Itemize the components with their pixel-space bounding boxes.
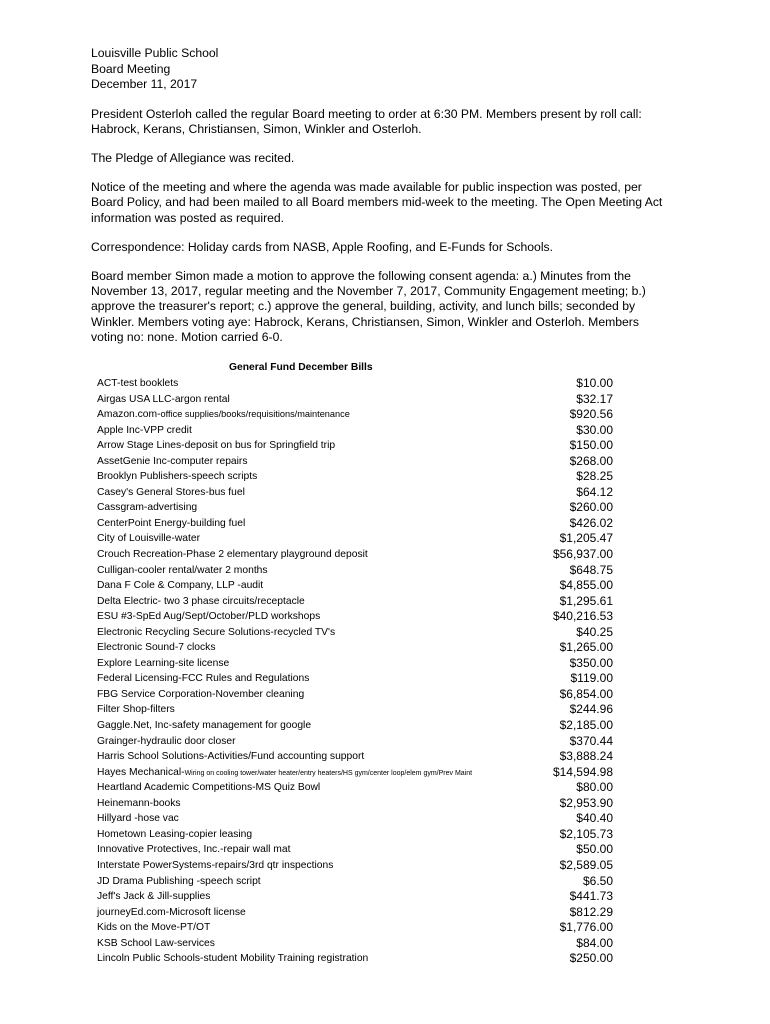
vendor-cell	[97, 407, 350, 423]
amount-cell: $350.00	[569, 655, 613, 670]
vendor-cell	[97, 718, 311, 734]
vendor-name: KSB School Law-services	[97, 937, 215, 949]
table-row	[97, 889, 613, 905]
table-row	[97, 376, 613, 392]
table-row	[97, 796, 613, 812]
vendor-cell	[97, 671, 309, 687]
vendor-name: Electronic Sound-7 clocks	[97, 642, 216, 654]
amount-cell: $56,937.00	[552, 547, 613, 562]
table-row	[97, 702, 613, 718]
document-body	[91, 46, 671, 345]
amount-cell: $6.50	[582, 873, 613, 888]
amount-cell: $64.12	[576, 484, 613, 499]
vendor-cell	[97, 640, 215, 656]
vendor-name: JD Drama Publishing -speech script	[97, 875, 261, 887]
vendor-name: CenterPoint Energy-building fuel	[97, 517, 246, 529]
table-row	[97, 485, 613, 501]
vendor-cell	[97, 702, 175, 718]
vendor-name: Brooklyn Publishers-speech scripts	[97, 471, 258, 483]
table-row	[97, 920, 613, 936]
paragraph-pledge: The Pledge of Allegiance was recited.	[91, 150, 295, 165]
table-row	[97, 578, 613, 594]
amount-cell: $2,589.05	[559, 857, 613, 872]
vendor-cell	[97, 500, 197, 516]
paragraph-consent-agenda: Board member Simon made a motion to approve the following consent agenda: a.) Minutes from the November 13, 2017, regular meeting and the November 7, 2017, Community Engagement meeting; b.) approve the treasurer's report; c.) approve the general, building, activity, and lunch bills; seconded by Winkler. Members voting aye: Habrock, Kerans, Christiansen, Simon, Winkler and Osterloh. Members voting no: none. Motion carried 6-0.	[91, 268, 646, 344]
amount-cell: $4,855.00	[559, 578, 613, 593]
vendor-name: Culligan-cooler rental/water 2 months	[97, 564, 268, 576]
amount-cell: $1,205.47	[559, 531, 613, 546]
amount-cell: $812.29	[569, 904, 613, 919]
vendor-name: ESU #3-SpEd Aug/Sept/October/PLD workshops	[97, 611, 321, 623]
vendor-name: Amazon.com-	[97, 409, 161, 421]
table-row	[97, 469, 613, 485]
amount-cell: $6,854.00	[559, 686, 613, 701]
vendor-name: Federal Licensing-FCC Rules and Regulations	[97, 673, 310, 685]
vendor-cell	[97, 765, 472, 782]
vendor-cell	[97, 438, 335, 454]
amount-cell: $40.25	[576, 624, 613, 639]
vendor-cell	[97, 874, 261, 890]
vendor-name: FBG Service Corporation-November cleaning	[97, 688, 305, 700]
vendor-cell	[97, 780, 320, 796]
vendor-name: Casey's General Stores-bus fuel	[97, 486, 245, 498]
amount-cell: $260.00	[569, 500, 613, 515]
table-row	[97, 547, 613, 563]
vendor-name: Kids on the Move-PT/OT	[97, 922, 211, 934]
vendor-name: Grainger-hydraulic door closer	[97, 735, 236, 747]
paragraph-notice: Notice of the meeting and where the agenda was made available for public inspection was posted, per Board Policy, and had been mailed to all Board members mid-week to the meeting. The Open Meeting Act information was posted as required.	[91, 180, 663, 225]
amount-cell: $441.73	[569, 889, 613, 904]
vendor-cell	[97, 811, 179, 827]
vendor-name: City of Louisville-water	[97, 533, 201, 545]
bills-table	[97, 376, 613, 967]
vendor-cell	[97, 485, 245, 501]
amount-cell: $10.00	[576, 376, 613, 390]
vendor-name: Hillyard -hose vac	[97, 813, 179, 825]
amount-cell: $244.96	[569, 702, 613, 717]
table-row	[97, 765, 613, 781]
vendor-name: Arrow Stage Lines-deposit on bus for Springfield trip	[97, 440, 336, 452]
amount-cell: $1,295.61	[559, 593, 613, 608]
meeting-type: Board Meeting	[91, 61, 171, 76]
vendor-cell	[97, 578, 263, 594]
vendor-cell	[97, 920, 210, 936]
table-row	[97, 827, 613, 843]
vendor-name: Delta Electric- two 3 phase circuits/receptacle	[97, 595, 305, 607]
amount-cell: $920.56	[569, 407, 613, 422]
vendor-name: Filter Shop-filters	[97, 704, 175, 716]
doc-header	[91, 46, 671, 93]
table-row	[97, 454, 613, 470]
paragraph-call-to-order: President Osterloh called the regular Board meeting to order at 6:30 PM. Members present by roll call: Habrock, Kerans, Christiansen, Simon, Winkler and Osterloh.	[91, 106, 642, 136]
table-row	[97, 811, 613, 827]
vendor-cell	[97, 531, 200, 547]
amount-cell: $2,185.00	[559, 718, 613, 733]
table-row	[97, 874, 613, 890]
vendor-description: Wiring on cooling tower/water heater/entry heaters/HS gym/center loop/elem gym/Prev Maint	[184, 769, 473, 777]
vendor-name: Innovative Protectives, Inc.-repair wall mat	[97, 844, 291, 856]
table-row	[97, 438, 613, 454]
vendor-cell	[97, 516, 245, 532]
vendor-name: Crouch Recreation-Phase 2 elementary playground deposit	[97, 549, 368, 561]
vendor-name: Gaggle.Net, Inc-safety management for google	[97, 720, 312, 732]
table-row	[97, 609, 613, 625]
vendor-name: journeyEd.com-Microsoft license	[97, 906, 246, 918]
vendor-name: Hometown Leasing-copier leasing	[97, 828, 253, 840]
amount-cell: $1,776.00	[559, 920, 613, 935]
table-row	[97, 531, 613, 547]
vendor-name: Dana F Cole & Company, LLP -audit	[97, 580, 264, 592]
amount-cell: $28.25	[576, 469, 613, 484]
amount-cell: $84.00	[576, 935, 613, 950]
table-row	[97, 563, 613, 579]
table-row	[97, 734, 613, 750]
table-row	[97, 842, 613, 858]
vendor-name: Cassgram-advertising	[97, 502, 198, 514]
amount-cell: $80.00	[576, 780, 613, 795]
vendor-cell	[97, 858, 333, 874]
vendor-name: Hayes Mechanical-	[97, 766, 185, 778]
vendor-cell	[97, 423, 192, 439]
table-row	[97, 780, 613, 796]
table-row	[97, 423, 613, 439]
amount-cell: $370.44	[569, 733, 613, 748]
amount-cell: $426.02	[569, 515, 613, 530]
amount-cell: $250.00	[569, 951, 613, 966]
table-row	[97, 951, 613, 967]
amount-cell: $268.00	[569, 453, 613, 468]
vendor-name: ACT-test booklets	[97, 378, 179, 389]
table-row	[97, 905, 613, 921]
amount-cell: $40.40	[576, 811, 613, 826]
amount-cell: $30.00	[576, 422, 613, 437]
vendor-name: AssetGenie Inc-computer repairs	[97, 455, 248, 467]
vendor-cell	[97, 796, 181, 812]
amount-cell: $1,265.00	[559, 640, 613, 655]
table-row	[97, 516, 613, 532]
amount-cell: $648.75	[569, 562, 613, 577]
table-row	[97, 640, 613, 656]
vendor-name: Interstate PowerSystems-repairs/3rd qtr inspections	[97, 859, 334, 871]
vendor-cell	[97, 376, 178, 392]
table-row	[97, 936, 613, 952]
vendor-name: Electronic Recycling Secure Solutions-recycled TV's	[97, 626, 336, 638]
table-row	[97, 594, 613, 610]
meeting-date: December 11, 2017	[91, 77, 198, 91]
amount-cell: $2,105.73	[559, 826, 613, 841]
table-row	[97, 392, 613, 408]
vendor-cell	[97, 842, 290, 858]
vendor-cell	[97, 454, 248, 470]
vendor-name: Lincoln Public Schools-student Mobility Training registration	[97, 953, 369, 965]
vendor-cell	[97, 594, 305, 610]
vendor-cell	[97, 889, 210, 905]
vendor-name: Apple Inc-VPP credit	[97, 424, 192, 436]
vendor-cell	[97, 936, 215, 952]
vendor-cell	[97, 469, 257, 485]
amount-cell: $14,594.98	[552, 764, 613, 779]
vendor-cell	[97, 951, 368, 967]
amount-cell: $119.00	[570, 671, 613, 686]
table-row	[97, 671, 613, 687]
table-row	[97, 500, 613, 516]
vendor-cell	[97, 734, 236, 750]
vendor-name: Airgas USA LLC-argon rental	[97, 393, 230, 405]
table-row	[97, 687, 613, 703]
vendor-cell	[97, 625, 335, 641]
vendor-cell	[97, 827, 252, 843]
table-row	[97, 718, 613, 734]
vendor-cell	[97, 656, 229, 672]
amount-cell: $3,888.24	[559, 749, 613, 764]
table-row	[97, 625, 613, 641]
table-row	[97, 656, 613, 672]
table-row	[97, 407, 613, 423]
vendor-cell	[97, 563, 268, 579]
paragraph-correspondence: Correspondence: Holiday cards from NASB, Apple Roofing, and E-Funds for Schools.	[91, 239, 554, 254]
vendor-cell	[97, 392, 230, 408]
vendor-cell	[97, 905, 246, 921]
vendor-name: Explore Learning-site license	[97, 657, 230, 669]
amount-cell: $32.17	[576, 391, 613, 406]
vendor-cell	[97, 609, 320, 625]
table-row	[97, 749, 613, 765]
table-row	[97, 858, 613, 874]
vendor-name: Harris School Solutions-Activities/Fund accounting support	[97, 751, 365, 763]
vendor-cell	[97, 547, 368, 563]
vendor-cell	[97, 749, 364, 765]
vendor-description: office supplies/books/requisitions/maintenance	[160, 409, 350, 420]
amount-cell: $150.00	[569, 438, 613, 453]
amount-cell: $50.00	[576, 842, 613, 857]
amount-cell: $40,216.53	[552, 609, 613, 624]
school-name: Louisville Public School	[91, 46, 219, 60]
bills-table-title: General Fund December Bills	[229, 362, 373, 373]
vendor-name: Heartland Academic Competitions-MS Quiz Bowl	[97, 782, 321, 794]
amount-cell: $2,953.90	[559, 795, 613, 810]
vendor-name: Heinemann-books	[97, 797, 181, 809]
vendor-cell	[97, 687, 304, 703]
vendor-name: Jeff's Jack & Jill-supplies	[97, 891, 211, 903]
